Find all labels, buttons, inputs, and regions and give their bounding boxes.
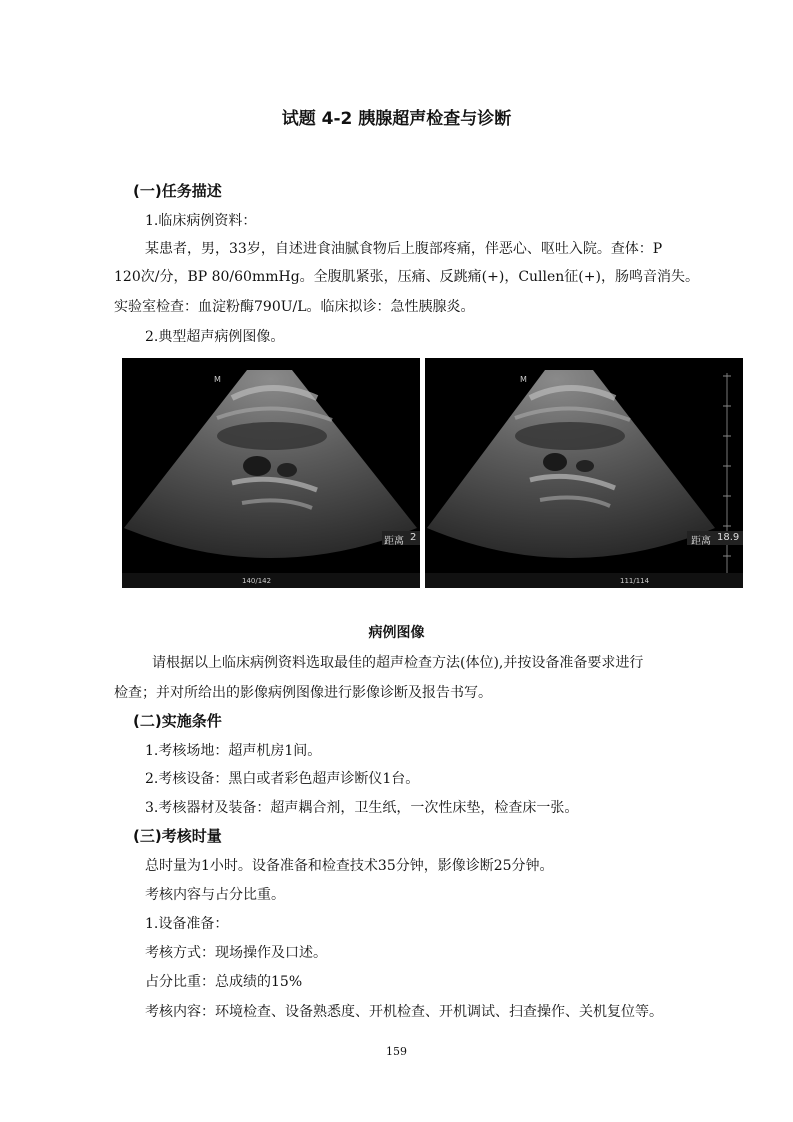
distance-label-right: 距离 — [691, 536, 711, 547]
case-line-1: 某患者，男，33岁，自述进食油腻食物后上腹部疼痛，伴恶心、呕吐入院。查体：P — [145, 241, 663, 257]
section2-item: 3.考核器材及装备：超声耦合剂，卫生纸，一次性床垫，检查床一张。 — [145, 800, 579, 816]
section3-line: 占分比重：总成绩的15% — [145, 974, 303, 990]
section3-line: 1.设备准备： — [145, 916, 229, 932]
instruction-line-2: 检查；并对所给出的影像病例图像进行影像诊断及报告书写。 — [114, 685, 492, 701]
ultrasound-image-right — [425, 358, 743, 588]
frame-counter-left: 140/142 — [242, 577, 272, 585]
section1-heading: (一)任务描述 — [133, 182, 222, 200]
case-line-3: 实验室检查：血淀粉酶790U/L。临床拟诊：急性胰腺炎。 — [114, 299, 475, 315]
section3-line: 考核内容与占分比重。 — [145, 887, 285, 903]
section2-item: 1.考核场地：超声机房1间。 — [145, 743, 322, 759]
frame-counter-right: 111/114 — [620, 577, 650, 585]
page-number: 159 — [386, 1045, 407, 1058]
ultrasound-image-left — [122, 358, 420, 588]
figure-caption: 病例图像 — [368, 625, 425, 641]
case-line-2: 120次/分，BP 80/60mmHg。全腹肌紧张，压痛、反跳痛(+)，Cullen征(+)，肠鸣音消失。 — [114, 269, 699, 285]
section3-line: 总时量为1小时。设备准备和检查技术35分钟，影像诊断25分钟。 — [145, 858, 554, 874]
page-title: 试题 4-2 胰腺超声检查与诊断 — [281, 109, 512, 129]
section3-line: 考核内容：环境检查、设备熟悉度、开机检查、开机调试、扫查操作、关机复位等。 — [145, 1004, 663, 1020]
marker-label-left: M — [214, 375, 221, 384]
section2-heading: (二)实施条件 — [133, 712, 222, 730]
section3-heading: (三)考核时量 — [133, 827, 222, 845]
distance-value-right: 18.9 — [717, 532, 740, 543]
section1-item1: 1.临床病例资料： — [145, 213, 257, 229]
instruction-line-1: 请根据以上临床病例资料选取最佳的超声检查方法(体位),并按设备准备要求进行 — [152, 655, 644, 671]
section1-item2: 2.典型超声病例图像。 — [145, 329, 285, 345]
section2-item: 2.考核设备：黑白或者彩色超声诊断仪1台。 — [145, 771, 420, 787]
marker-label-right: M — [520, 375, 527, 384]
section3-line: 考核方式：现场操作及口述。 — [145, 945, 327, 961]
distance-value-left: 2 — [410, 532, 417, 543]
distance-label-left: 距离 — [384, 536, 404, 547]
